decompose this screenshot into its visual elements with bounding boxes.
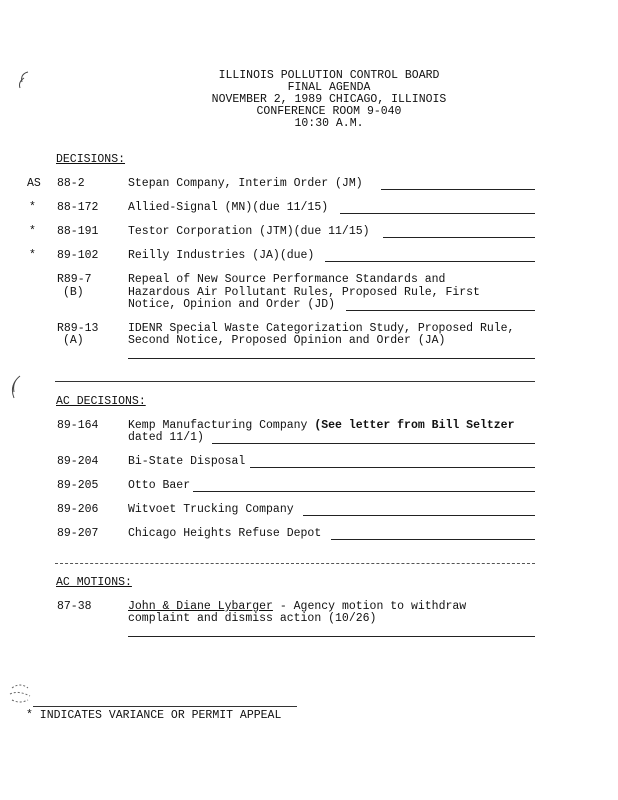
decision-mark: *	[29, 249, 36, 262]
ac-decision-text: Chicago Heights Refuse Depot	[128, 527, 322, 540]
ac-motions-heading: AC MOTIONS:	[56, 576, 132, 589]
fill-line	[346, 310, 535, 311]
footer-note: * INDICATES VARIANCE OR PERMIT APPEAL	[26, 709, 282, 722]
meeting-room: CONFERENCE ROOM 9-040	[256, 105, 402, 118]
decision-text-line2: Second Notice, Proposed Opinion and Order (JA)	[128, 334, 446, 347]
agenda-title: FINAL AGENDA	[287, 81, 371, 94]
meeting-time: 10:30 A.M.	[294, 117, 364, 130]
decision-text: Allied-Signal (MN)(due 11/15)	[128, 201, 329, 214]
fill-line	[212, 443, 535, 444]
decisions-heading: DECISIONS:	[56, 153, 126, 166]
decision-text-line2: Hazardous Air Pollutant Rules, Proposed Rule, First	[128, 286, 480, 299]
scan-mark-middle	[8, 372, 28, 402]
meeting-date-location: NOVEMBER 2, 1989 CHICAGO, ILLINOIS	[211, 93, 447, 106]
section-divider	[55, 563, 535, 564]
decision-text: Reilly Industries (JA)(due)	[128, 249, 315, 262]
ac-decision-number: 89-204	[57, 455, 99, 468]
ac-decision-text: Bi-State Disposal	[128, 455, 246, 468]
ac-motion-number: 87-38	[57, 600, 92, 613]
decision-subpart: (A)	[63, 334, 84, 347]
ac-decisions-heading: AC DECISIONS:	[56, 395, 146, 408]
decision-number: R89-13	[57, 322, 99, 335]
decision-text: Stepan Company, Interim Order (JM)	[128, 177, 363, 190]
decision-mark: *	[29, 225, 36, 238]
ac-decision-text: Witvoet Trucking Company	[128, 503, 294, 516]
decision-number: 88-191	[57, 225, 99, 238]
fill-line	[128, 358, 535, 359]
ac-decision-text: Otto Baer	[128, 479, 191, 492]
scan-mark-top	[14, 68, 38, 92]
decision-text-line3: Notice, Opinion and Order (JD)	[128, 298, 336, 311]
decision-text: Repeal of New Source Performance Standards and	[128, 273, 446, 286]
scan-mark-bottom	[6, 680, 34, 710]
ac-decision-number: 89-164	[57, 419, 99, 432]
section-divider	[55, 381, 535, 382]
decision-number: 88-172	[57, 201, 99, 214]
board-name: ILLINOIS POLLUTION CONTROL BOARD	[218, 69, 440, 82]
decision-number: 88-2	[57, 177, 85, 190]
fill-line	[325, 261, 535, 262]
decision-number: R89-7	[57, 273, 92, 286]
fill-line	[383, 237, 535, 238]
ac-motion-text-line2: complaint and dismiss action (10/26)	[128, 612, 377, 625]
footer-rule	[33, 706, 297, 707]
ac-motion-description: - Agency motion to withdraw	[272, 600, 467, 613]
decision-text: Testor Corporation (JTM)(due 11/15)	[128, 225, 370, 238]
ac-motion-party: John & Diane Lybarger	[128, 600, 273, 613]
fill-line	[128, 636, 535, 637]
ac-decision-text-line2: dated 11/1)	[128, 431, 204, 444]
ac-decision-number: 89-206	[57, 503, 99, 516]
decision-mark: AS	[27, 177, 41, 190]
ac-decision-party: Kemp Manufacturing Company	[128, 419, 315, 432]
decision-mark: *	[29, 201, 36, 214]
decision-subpart: (B)	[63, 286, 84, 299]
decision-number: 89-102	[57, 249, 99, 262]
fill-line	[381, 189, 535, 190]
ac-decision-number: 89-207	[57, 527, 99, 540]
fill-line	[340, 213, 535, 214]
fill-line	[250, 467, 535, 468]
fill-line	[331, 539, 535, 540]
fill-line	[303, 515, 535, 516]
fill-line	[193, 491, 535, 492]
ac-decision-number: 89-205	[57, 479, 99, 492]
ac-decision-note: (See letter from Bill Seltzer	[314, 419, 515, 432]
decision-text: IDENR Special Waste Categorization Study, Proposed Rule,	[128, 322, 515, 335]
